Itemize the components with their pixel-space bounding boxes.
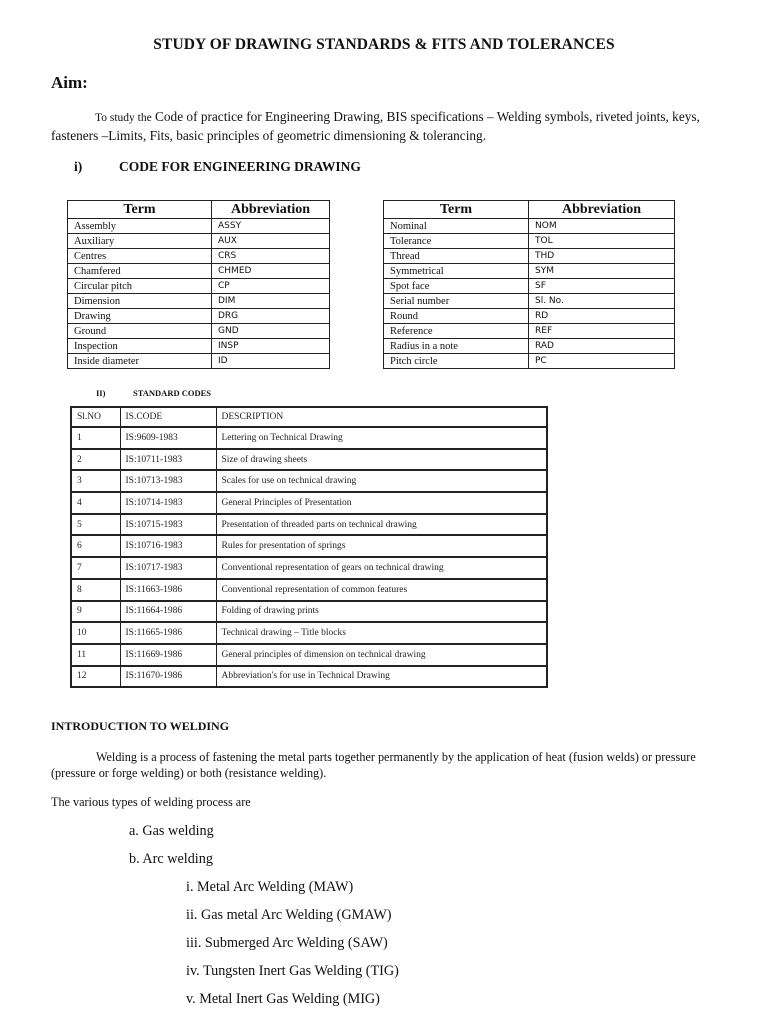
term-cell: Thread [384,249,529,264]
table-row [68,264,330,279]
welding-types-intro: The various types of welding process are [51,795,251,809]
description-cell: Conventional representation of gears on technical drawing [216,557,547,579]
table-row [68,309,330,324]
table-row [71,666,547,688]
column-header-abbreviation: Abbreviation [529,201,675,219]
section-2-number: II) [96,388,106,398]
table-row [71,622,547,644]
page-title: STUDY OF DRAWING STANDARDS & FITS AND TOLERANCES [153,36,615,53]
term-cell: Centres [68,249,212,264]
table-row [71,644,547,666]
slno-cell: 2 [71,449,120,471]
term-cell: Inside diameter [68,354,212,369]
abbreviation-cell: ASSY [212,219,330,234]
term-cell: Symmetrical [384,264,529,279]
iscode-cell: IS:11664-1986 [120,601,216,623]
table-row [384,249,675,264]
aim-paragraph [51,108,741,145]
column-header-term: Term [68,201,212,219]
term-cell: Ground [68,324,212,339]
abbreviation-cell: SYM [529,264,675,279]
table-row [68,339,330,354]
table-row [384,219,675,234]
iscode-cell: IS:11670-1986 [120,666,216,688]
table-row [68,219,330,234]
abbreviation-cell: PC [529,354,675,369]
term-cell: Radius in a note [384,339,529,354]
term-cell: Reference [384,324,529,339]
table-row [71,579,547,601]
table-header-row [71,407,547,427]
table-row [71,470,547,492]
description-cell: Conventional representation of common features [216,579,547,601]
table-row [71,427,547,449]
description-cell: Rules for presentation of springs [216,535,547,557]
abbreviation-cell: Sl. No. [529,294,675,309]
aim-prefix: To study the [95,112,152,124]
description-cell: Lettering on Technical Drawing [216,427,547,449]
abbreviation-table-right [383,200,675,369]
table-row [71,535,547,557]
arc-welding-subtype: i. Metal Arc Welding (MAW) [186,879,354,895]
term-cell: Assembly [68,219,212,234]
slno-cell: 9 [71,601,120,623]
slno-cell: 11 [71,644,120,666]
abbreviation-cell: GND [212,324,330,339]
column-header-description: DESCRIPTION [216,407,547,427]
description-cell: Size of drawing sheets [216,449,547,471]
term-cell: Circular pitch [68,279,212,294]
term-cell: Round [384,309,529,324]
slno-cell: 5 [71,514,120,536]
column-header-slno: Sl.NO [71,407,120,427]
iscode-cell: IS:9609-1983 [120,427,216,449]
abbreviation-cell: CHMED [212,264,330,279]
table-row [384,324,675,339]
arc-welding-subtype: iii. Submerged Arc Welding (SAW) [186,935,388,951]
abbreviation-cell: CP [212,279,330,294]
table-row [384,354,675,369]
slno-cell: 3 [71,470,120,492]
arc-welding-subtype: iv. Tungsten Inert Gas Welding (TIG) [186,963,399,979]
description-cell: Folding of drawing prints [216,601,547,623]
standard-codes-table [70,406,548,688]
slno-cell: 6 [71,535,120,557]
section-2-title: STANDARD CODES [133,388,212,398]
term-cell: Drawing [68,309,212,324]
abbreviation-cell: NOM [529,219,675,234]
abbreviation-cell: REF [529,324,675,339]
column-header-iscode: IS.CODE [120,407,216,427]
table-row [384,264,675,279]
iscode-cell: IS:11663-1986 [120,579,216,601]
abbreviation-cell: RD [529,309,675,324]
description-cell: General principles of dimension on technical drawing [216,644,547,666]
aim-body: Code of practice for Engineering Drawing, BIS specifications – Welding symbols, riveted joints, keys, fasteners –Limits, Fits, basic principles of geometric dimensioning & tolerancing. [51,109,700,143]
arc-welding-subtype: ii. Gas metal Arc Welding (GMAW) [186,907,392,923]
term-cell: Nominal [384,219,529,234]
description-cell: Scales for use on technical drawing [216,470,547,492]
abbreviation-cell: DIM [212,294,330,309]
iscode-cell: IS:10717-1983 [120,557,216,579]
slno-cell: 7 [71,557,120,579]
table-row [71,492,547,514]
table-row [71,601,547,623]
table-row [384,294,675,309]
term-cell: Pitch circle [384,354,529,369]
abbreviation-cell: INSP [212,339,330,354]
slno-cell: 10 [71,622,120,644]
iscode-cell: IS:10714-1983 [120,492,216,514]
abbreviation-cell: ID [212,354,330,369]
abbreviation-cell: TOL [529,234,675,249]
abbreviation-cell: AUX [212,234,330,249]
table-row [71,514,547,536]
term-cell: Spot face [384,279,529,294]
column-header-term: Term [384,201,529,219]
section-2-heading [96,388,211,398]
term-cell: Auxiliary [68,234,212,249]
description-cell: Presentation of threaded parts on technical drawing [216,514,547,536]
description-cell: Technical drawing – Title blocks [216,622,547,644]
table-row [68,324,330,339]
welding-paragraph: Welding is a process of fastening the metal parts together permanently by the application of heat (fusion welds) or pressure (pressure or forge welding) or both (resistance welding). [51,750,696,780]
table-row [71,449,547,471]
section-1-title: CODE FOR ENGINEERING DRAWING [119,159,361,174]
slno-cell: 4 [71,492,120,514]
welding-type-item: a. Gas welding [129,823,214,839]
iscode-cell: IS:10713-1983 [120,470,216,492]
table-row [71,557,547,579]
welding-type-item: b. Arc welding [129,851,213,867]
term-cell: Serial number [384,294,529,309]
table-row [384,234,675,249]
table-row [68,234,330,249]
aim-heading: Aim: [51,73,88,92]
welding-heading: INTRODUCTION TO WELDING [51,719,230,733]
term-cell: Chamfered [68,264,212,279]
slno-cell: 1 [71,427,120,449]
iscode-cell: IS:11665-1986 [120,622,216,644]
term-cell: Tolerance [384,234,529,249]
table-row [384,279,675,294]
table-row [384,339,675,354]
iscode-cell: IS:10711-1983 [120,449,216,471]
abbreviation-table-left [67,200,330,369]
description-cell: General Principles of Presentation [216,492,547,514]
arc-welding-subtype: v. Metal Inert Gas Welding (MIG) [186,991,380,1007]
slno-cell: 12 [71,666,120,688]
section-1-heading [74,159,361,175]
table-row [68,354,330,369]
abbreviation-cell: DRG [212,309,330,324]
table-row [68,249,330,264]
term-cell: Dimension [68,294,212,309]
abbreviation-cell: CRS [212,249,330,264]
iscode-cell: IS:10715-1983 [120,514,216,536]
description-cell: Abbreviation's for use in Technical Drawing [216,666,547,688]
table-row [68,294,330,309]
table-row [68,279,330,294]
slno-cell: 8 [71,579,120,601]
abbreviation-cell: SF [529,279,675,294]
term-cell: Inspection [68,339,212,354]
section-1-number: i) [74,159,83,174]
iscode-cell: IS:10716-1983 [120,535,216,557]
abbreviation-cell: RAD [529,339,675,354]
abbreviation-cell: THD [529,249,675,264]
table-row [384,309,675,324]
iscode-cell: IS:11669-1986 [120,644,216,666]
column-header-abbreviation: Abbreviation [212,201,330,219]
